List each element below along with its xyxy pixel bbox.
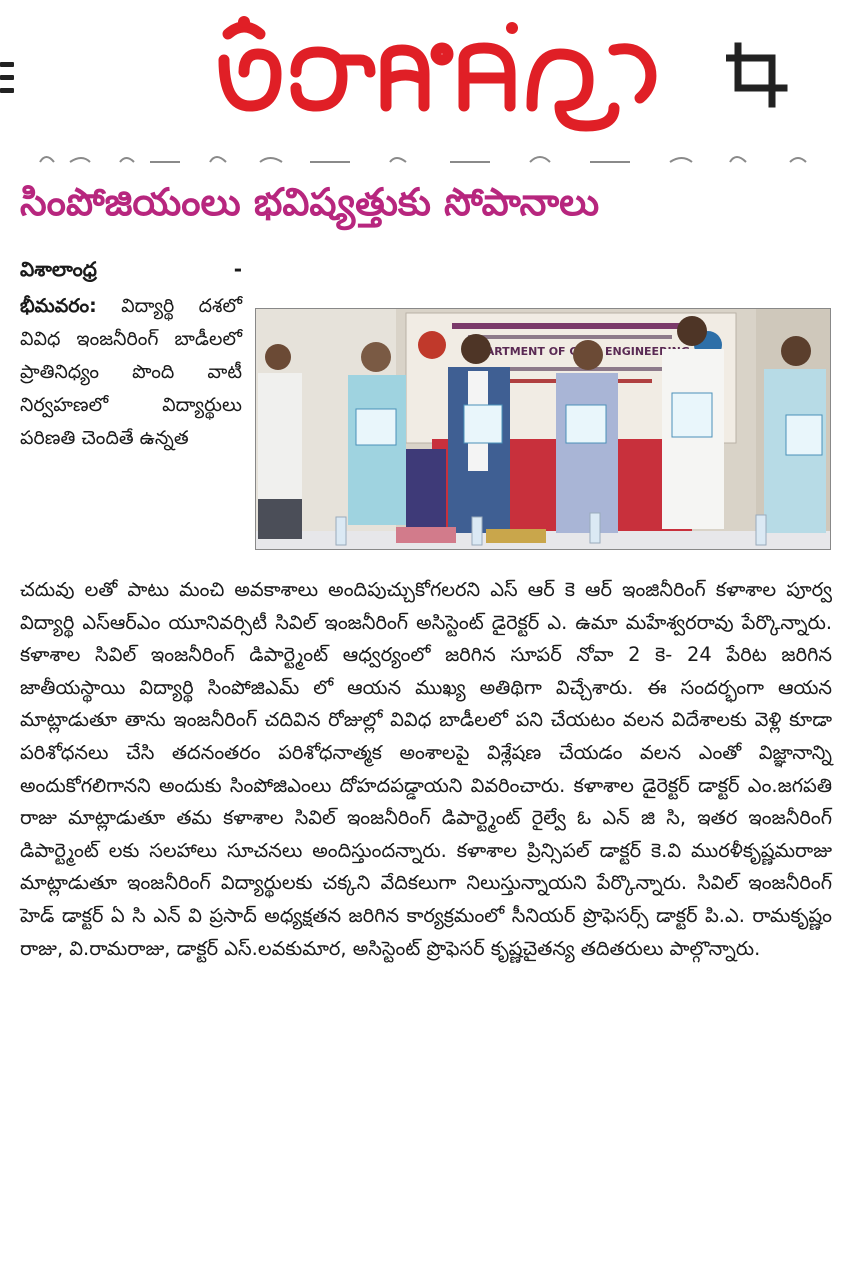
article-lead-column: [20, 290, 242, 455]
dateline-dash: -: [233, 257, 242, 281]
article-headline: సింపోజియంలు భవిష్యత్తుకు సోపానాలు: [20, 180, 600, 224]
dateline: [20, 254, 242, 284]
article-body: చదువు లతో పాటు మంచి అవకాశాలు అందిపుచ్చుకోగలరని ఎస్ ఆర్ కె ఆర్ ఇంజినీరింగ్ కళాశాల పూర్వ విద్యార్థి ఎస్ఆర్ఎం యూనివర్సిటీ సివిల్ ఇంజనీరింగ్ అసిస్టెంట్ డైరెక్టర్ ఎ. ఉమా మహేశ్వరరావు పేర్కొన్నారు. కళాశాల సివిల్ ఇంజనీరింగ్ డిపార్ట్మెంట్ ఆధ్వర్యంలో జరిగిన సూపర్ నోవా 2 కె- 24 పేరిట జరిగిన జాతీయస్థాయి విద్యార్థి సింపోజిఎమ్ లో ఆయన ముఖ్య అతిథిగా విచ్చేశారు. ఈ సందర్భంగా ఆయన మాట్లాడుతూ తాను ఇంజనీరింగ్ చదివిన రోజుల్లో వివిధ బాడీలలో పని చేయటం వలన విదేశాలకు వెళ్లి కూడా పరిశోధనలు చేసి తదనంతరం పరిశోధనాత్మక అంశాలపై విశ్లేషణ చేయడం వలన ఎంతో విజ్ఞానాన్ని అందుకోగలిగానని అందుకు సింపోజిఎంలు దోహదపడ్డాయని వివరించారు. కళాశాల డైరెక్టర్ డాక్టర్ ఎం.జగపతి రాజు మాట్లాడుతూ తమ కళాశాల సివిల్ ఇంజనీరింగ్ డిపార్ట్మెంట్ రైల్వే ఓ ఎన్ జి సి, ఇతర ఇంజనీరింగ్ డిపార్ట్మెంట్ లకు సలహాలు సూచనలు అందిస్తుందన్నారు. కళాశాల ప్రిన్సిపల్ డాక్టర్ కె.వి మురళీకృష్ణమరాజు మాట్లాడుతూ ఇంజనీరింగ్ విద్యార్థులకు చక్కని వేదికలుగా నిలుస్తున్నాయని పేర్కొన్నారు. సివిల్ ఇంజనీరింగ్ హెడ్ డాక్టర్ ఏ సి ఎన్ వి ప్రసాద్ అధ్యక్షతన జరిగిన కార్యక్రమంలో సీనియర్ ప్రొఫెసర్స్ డాక్టర్ పి.ఎ. రామకృష్ణం రాజు, వి.రామరాజు, డాక్టర్ ఎస్.లవకుమార, అసిస్టెంట్ ప్రొఫెసర్ కృష్ణచైతన్య తదితరులు పాల్గొన్నారు.: [20, 578, 832, 960]
app-header: [0, 0, 854, 150]
dateline-place: విశాలాంధ్ర: [20, 257, 97, 281]
dateline-city: భీమవరం:: [20, 295, 97, 317]
masthead-logo-art: [210, 14, 670, 132]
clipped-previous-line: [0, 150, 854, 164]
event-photo-art: [256, 309, 831, 550]
banner-text: DEPARTMENT OF ENGINEERING: [462, 345, 690, 358]
article-lead-text: విద్యార్థి దశలో వివిధ ఇంజనీరింగ్ బాడీలలో ప్రాతినిధ్యం పొంది వాటీ నిర్వహణలో విద్యార్థులు పరిణతి చెందితే ఉన్నత: [20, 295, 242, 449]
masthead-logo: [210, 14, 670, 132]
article-photo: [255, 308, 831, 550]
menu-icon[interactable]: [0, 62, 14, 98]
crop-icon[interactable]: [726, 42, 792, 108]
